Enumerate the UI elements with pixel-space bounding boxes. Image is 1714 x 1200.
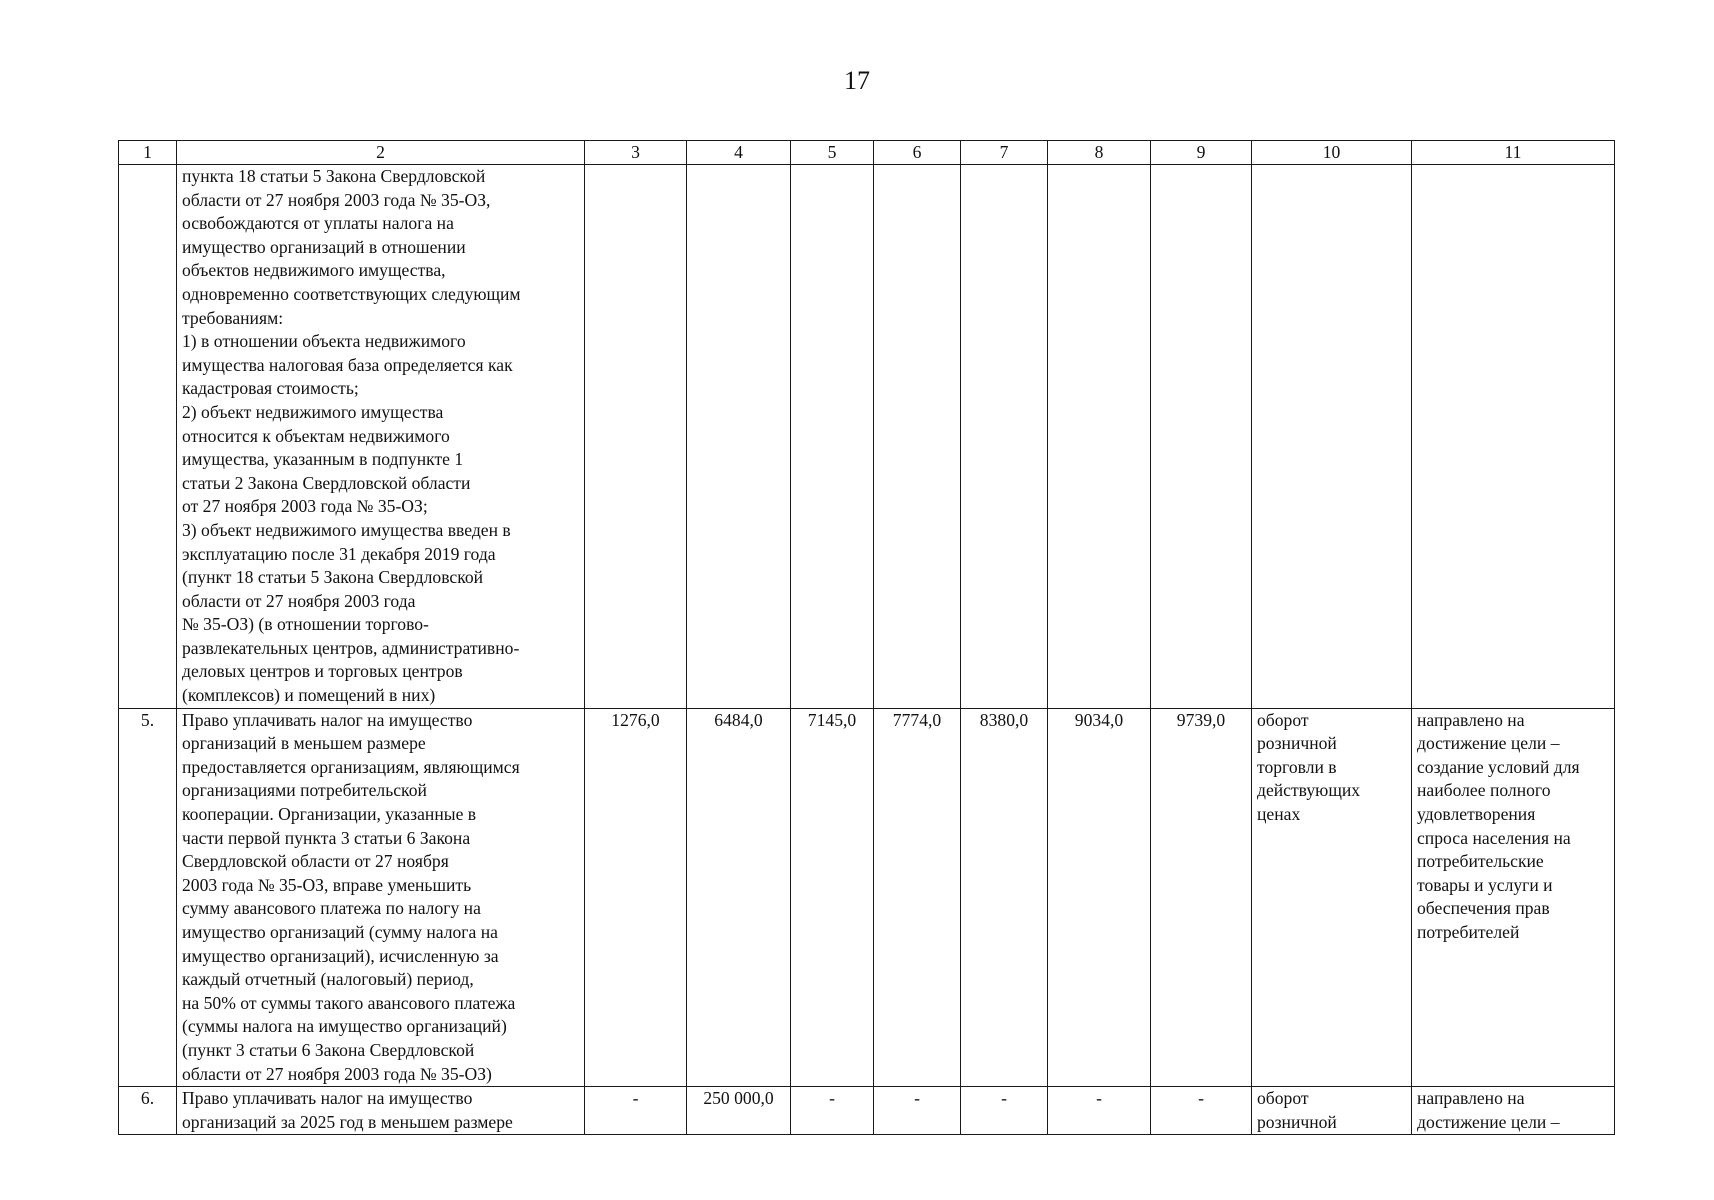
value-cell [961,165,1048,709]
header-cell: 5 [791,141,874,165]
value-cell [585,165,687,709]
value-cell: 8380,0 [961,708,1048,1087]
value-cell [874,165,961,709]
indicator-cell: оборот розничной торговли в действующих ценах [1252,708,1412,1087]
value-cell: 9739,0 [1151,708,1252,1087]
table-row [119,165,1615,709]
value-cell: 1276,0 [585,708,687,1087]
header-cell: 6 [874,141,961,165]
indicator-cell [1252,165,1412,709]
benefit-description: Право уплачивать налог на имущество организаций в меньшем размере предоставляется организациям, являющимся организациями потребительской кооперации. Организации, указанные в части первой пункта 3 статьи 6 Закона Свердловской области от 27 ноября 2003 года № 35-ОЗ, вправе уменьшить сумму авансового платежа по налогу на имущество организаций (сумму налога на имущество организаций), исчисленную за каждый отчетный (налоговый) период, на 50% от суммы такого авансового платежа (суммы налога на имущество организаций) (пункт 3 статьи 6 Закона Свердловской области от 27 ноября 2003 года № 35-ОЗ) [177,708,585,1087]
value-cell: 9034,0 [1048,708,1151,1087]
header-cell: 2 [177,141,585,165]
table-row [119,1087,1615,1135]
goal-cell: направлено на достижение цели – [1412,1087,1615,1135]
value-cell: 7774,0 [874,708,961,1087]
indicator-cell: оборот розничной [1252,1087,1412,1135]
header-cell: 4 [687,141,791,165]
value-cell [687,165,791,709]
value-cell: 7145,0 [791,708,874,1087]
row-number: 5. [119,708,177,1087]
header-row [119,141,1615,165]
value-cell: 250 000,0 [687,1087,791,1135]
goal-cell [1412,165,1615,709]
value-cell [791,165,874,709]
page-number: 17 [844,66,870,95]
header-cell: 1 [119,141,177,165]
value-cell: - [1048,1087,1151,1135]
header-cell: 8 [1048,141,1151,165]
value-cell: - [1151,1087,1252,1135]
value-cell: - [961,1087,1048,1135]
value-cell: - [874,1087,961,1135]
table-row [119,708,1615,1087]
benefits-table [118,140,1615,1135]
header-cell: 7 [961,141,1048,165]
value-cell: - [791,1087,874,1135]
value-cell [1048,165,1151,709]
header-cell: 11 [1412,141,1615,165]
value-cell: 6484,0 [687,708,791,1087]
header-cell: 3 [585,141,687,165]
row-number [119,165,177,709]
value-cell: - [585,1087,687,1135]
value-cell [1151,165,1252,709]
goal-cell: направлено на достижение цели – создание условий для наиболее полного удовлетворения спроса населения на потребительские товары и услуги и обеспечения прав потребителей [1412,708,1615,1087]
row-number: 6. [119,1087,177,1135]
benefit-description: пункта 18 статьи 5 Закона Свердловской области от 27 ноября 2003 года № 35-ОЗ, освобождаются от уплаты налога на имущество организаций в отношении объектов недвижимого имущества, одновременно соответствующих следующим требованиям: 1) в отношении объекта недвижимого имущества налоговая база определяется как кадастровая стоимость; 2) объект недвижимого имущества относится к объектам недвижимого имущества, указанным в подпункте 1 статьи 2 Закона Свердловской области от 27 ноября 2003 года № 35-ОЗ; 3) объект недвижимого имущества введен в эксплуатацию после 31 декабря 2019 года (пункт 18 статьи 5 Закона Свердловской области от 27 ноября 2003 года № 35-ОЗ) (в отношении торгово- развлекательных центров, административно- деловых центров и торговых центров (комплексов) и помещений в них) [177,165,585,709]
header-cell: 10 [1252,141,1412,165]
header-cell: 9 [1151,141,1252,165]
benefit-description: Право уплачивать налог на имущество организаций за 2025 год в меньшем размере [177,1087,585,1135]
